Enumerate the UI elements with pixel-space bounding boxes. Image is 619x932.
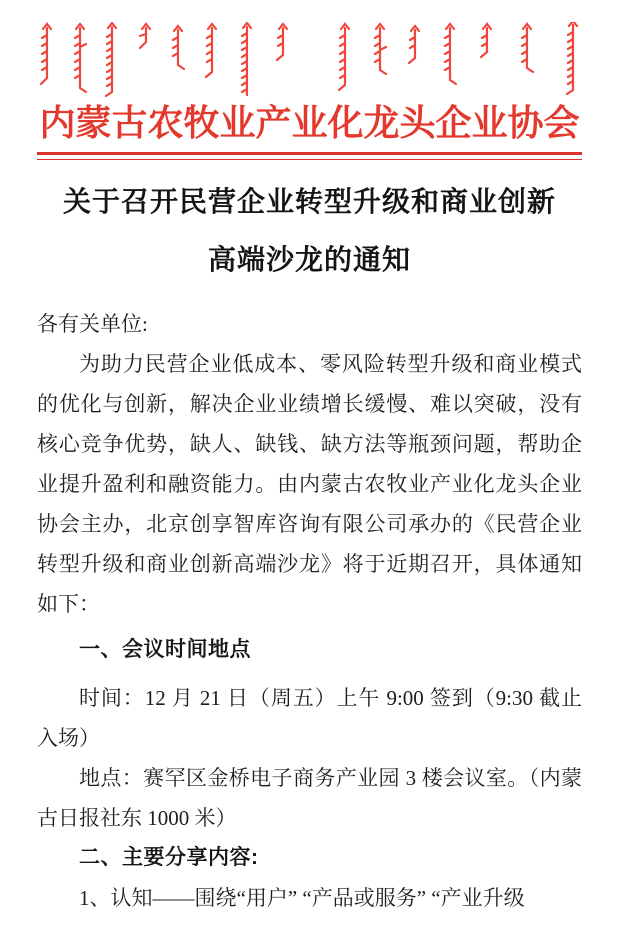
mongolian-word xyxy=(173,26,184,69)
intro-paragraph: 为助力民营企业低成本、零风险转型升级和商业模式的优化与创新，解决企业业绩增长缓慢、难以突破，没有核心竞争优势，缺人、缺钱、缺方法等瓶颈问题，帮助企业提升盈利和融资能力。由内蒙古农牧业产业化龙头企业协会主办，北京创享智库咨询有限公司承办的《民营企业转型升级和商业创新高端沙龙》将于近期召开，具体通知如下： xyxy=(37,352,582,616)
letterhead-double-rule xyxy=(37,152,582,160)
section1-heading: 一、会议时间地点 xyxy=(79,638,251,661)
mongolian-word xyxy=(375,24,386,74)
mongolian-word xyxy=(567,22,577,94)
document-title-line2: 高端沙龙的通知 xyxy=(207,245,411,276)
mongolian-word xyxy=(409,26,419,63)
mongolian-word xyxy=(445,24,456,84)
mongolian-word xyxy=(206,24,216,77)
mongolian-word xyxy=(140,24,150,48)
mongolian-word xyxy=(75,24,86,92)
share-content-item1: 1、认知——围绕“用户” “产品或服务” “产业升级 xyxy=(79,886,525,910)
document-title-line1: 关于召开民营企业转型升级和商业创新 xyxy=(62,187,556,218)
meeting-time-line: 时间：12 月 21 日（周五）上午 9:00 签到（9:30 截止入场） xyxy=(37,686,582,750)
document-body xyxy=(37,304,582,918)
mongolian-word xyxy=(522,24,533,72)
mongolian-word xyxy=(106,23,116,96)
mongolian-script-banner xyxy=(37,22,582,97)
mongolian-word xyxy=(277,24,287,60)
salutation: 各有关单位: xyxy=(37,312,148,336)
section2-heading: 二、主要分享内容: xyxy=(79,846,259,869)
document-title xyxy=(37,174,582,290)
meeting-place-line: 地点：赛罕区金桥电子商务产业园 3 楼会议室。（内蒙古日报社东 1000 米） xyxy=(37,766,582,830)
mongolian-word xyxy=(339,24,349,90)
mongolian-word xyxy=(242,23,251,95)
mongolian-word xyxy=(41,24,51,84)
mongolian-word xyxy=(481,24,491,57)
organization-name: 内蒙古农牧业产业化龙头企业协会 xyxy=(39,103,580,143)
